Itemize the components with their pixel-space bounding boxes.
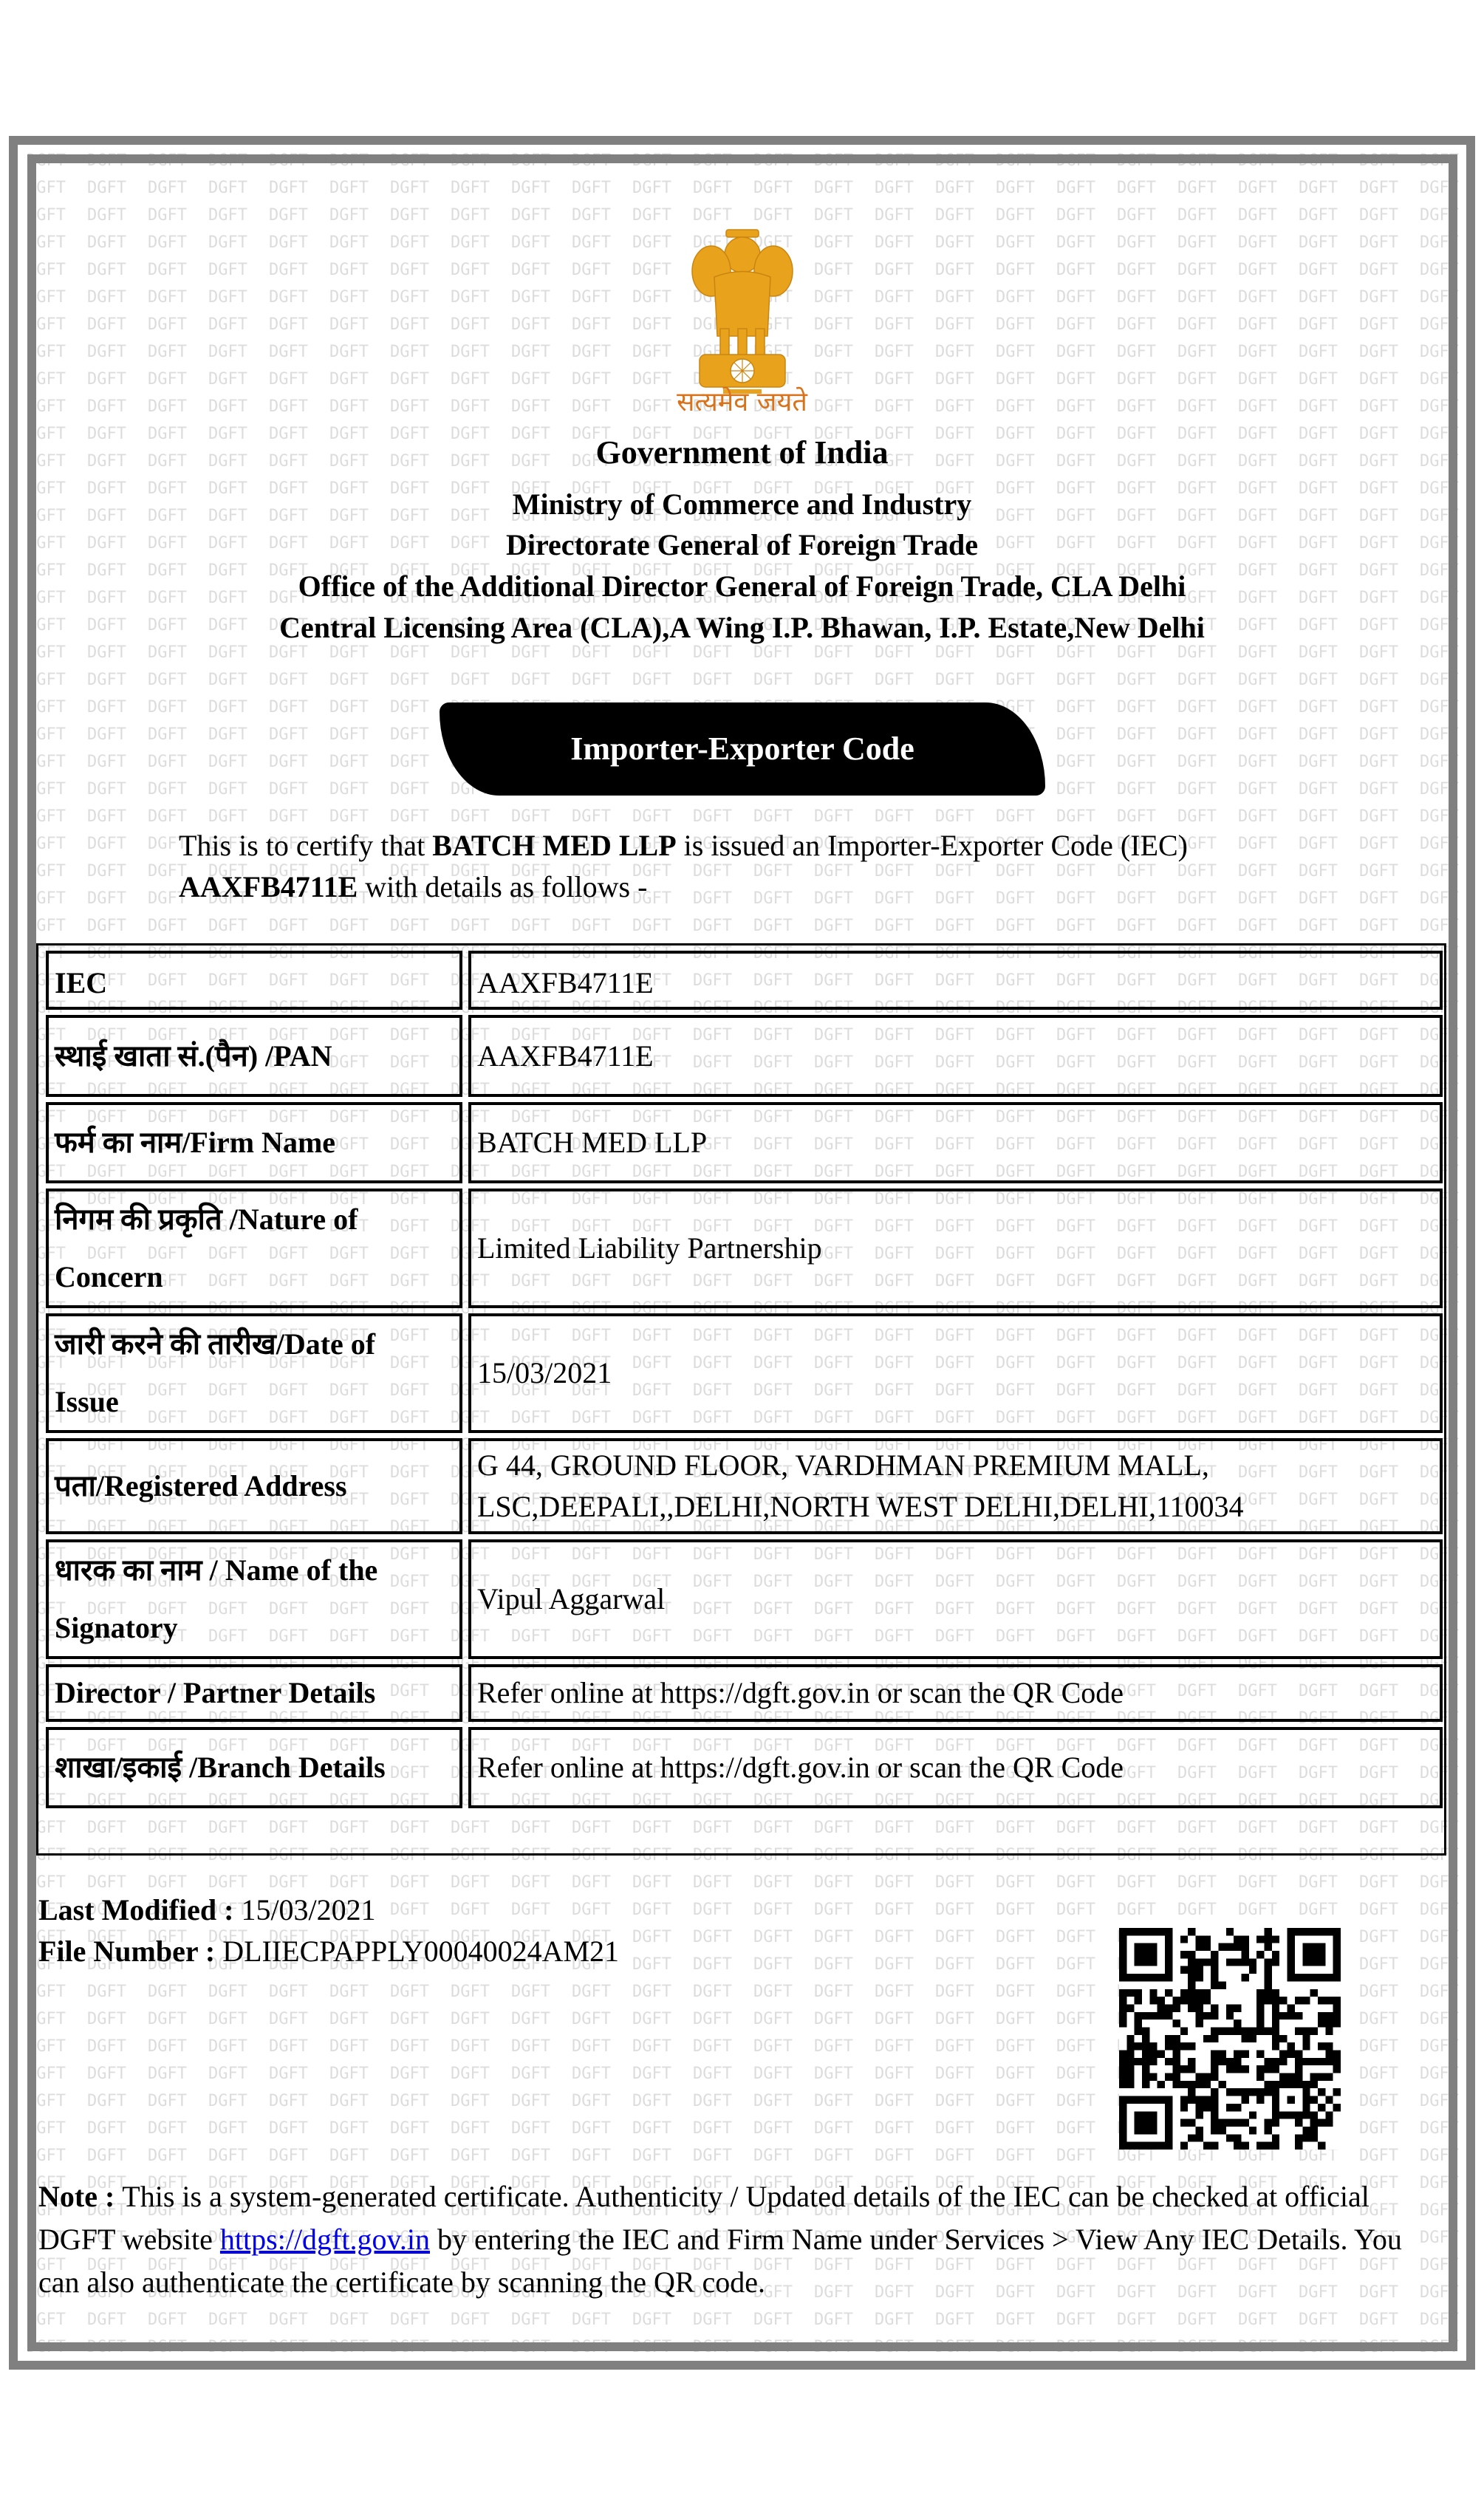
table-row-firm-name [46,1102,1443,1183]
certificate-title: Importer-Exporter Code [570,731,914,767]
row-value: Refer online at https://dgft.gov.in or scan the QR Code [477,1751,1124,1784]
iec-details-table [36,943,1446,1856]
certify-iec: AAXFB4711E [179,870,358,903]
table-row-director-partner [46,1664,1443,1722]
row-label: Director / Partner Details [55,1676,376,1709]
table-row-pan [46,1015,1443,1097]
note-text-1: This is a system-generated certificate. Authenticity / Updated details of the IEC can be checked at official DGFT website [38,2180,1370,2256]
file-number-value: DLIIECPAPPLY00040024AM21 [222,1935,620,1968]
row-label: जारी करने की तारीख/Date of Issue [55,1327,376,1418]
row-label: निगम की प्रकृति /Nature of Concern [55,1203,358,1293]
header-address: Central Licensing Area (CLA),A Wing I.P. Bhawan, I.P. Estate,New Delhi [279,611,1205,644]
header-directorate: Directorate General of Foreign Trade [505,528,979,561]
row-value: Refer online at https://dgft.gov.in or scan the QR Code [477,1676,1124,1709]
emblem-motto: सत्यमेव जयते [677,387,807,417]
file-number [38,1931,619,1972]
certificate-title-banner [440,702,1045,796]
table-row-signatory [46,1539,1443,1659]
row-value: 15/03/2021 [477,1356,612,1389]
row-label: फर्म का नाम/Firm Name [55,1126,336,1159]
row-value: BATCH MED LLP [477,1126,708,1159]
header-government: Government of India [595,434,889,471]
row-label: शाखा/इकाई /Branch Details [55,1751,386,1784]
certify-suffix: with details as follows - [358,870,648,903]
certification-statement [179,825,1331,908]
row-label: धारक का नाम / Name of the Signatory [55,1553,378,1644]
note-label: Note : [38,2180,123,2213]
last-modified-label: Last Modified : [38,1893,242,1926]
header-ministry: Ministry of Commerce and Industry [512,488,972,521]
table-row-branch [46,1727,1443,1808]
row-label: स्थाई खाता सं.(पैन) /PAN [55,1039,332,1073]
dgft-website-link[interactable]: https://dgft.gov.in [219,2223,431,2256]
row-value: Vipul Aggarwal [477,1582,666,1615]
row-value: AAXFB4711E [477,966,654,999]
header-office: Office of the Additional Director General of Foreign Trade, CLA Delhi [298,570,1186,603]
qr-code-icon[interactable] [1119,1928,1341,2150]
row-label: पता/Registered Address [55,1469,347,1502]
certify-middle: is issued an Importer-Exporter Code (IEC) [676,829,1188,862]
certify-prefix: This is to certify that [179,829,433,862]
note-text-2: by entering the IEC and Firm Name under Services > View Any IEC Details. You can also authenticate the certificate by scanning the QR code. [38,2223,1402,2299]
row-label: IEC [55,966,108,999]
row-value: Limited Liability Partnership [477,1231,822,1265]
footer-metadata [38,1890,619,1972]
certify-firm-name: BATCH MED LLP [432,829,677,862]
note-paragraph [38,2175,1427,2304]
row-value: AAXFB4711E [477,1039,654,1073]
file-number-label: File Number : [38,1935,223,1968]
table-row-iec [46,951,1443,1010]
table-row-registered-address [46,1438,1443,1534]
last-modified-value: 15/03/2021 [241,1893,376,1926]
last-modified [38,1890,619,1931]
row-value: G 44, GROUND FLOOR, VARDHMAN PREMIUM MALL, LSC,DEEPALI,,DELHI,NORTH WEST DELHI,DELHI,110034 [477,1449,1244,1523]
table-row-nature-of-concern [46,1189,1443,1308]
table-row-date-of-issue [46,1313,1443,1433]
